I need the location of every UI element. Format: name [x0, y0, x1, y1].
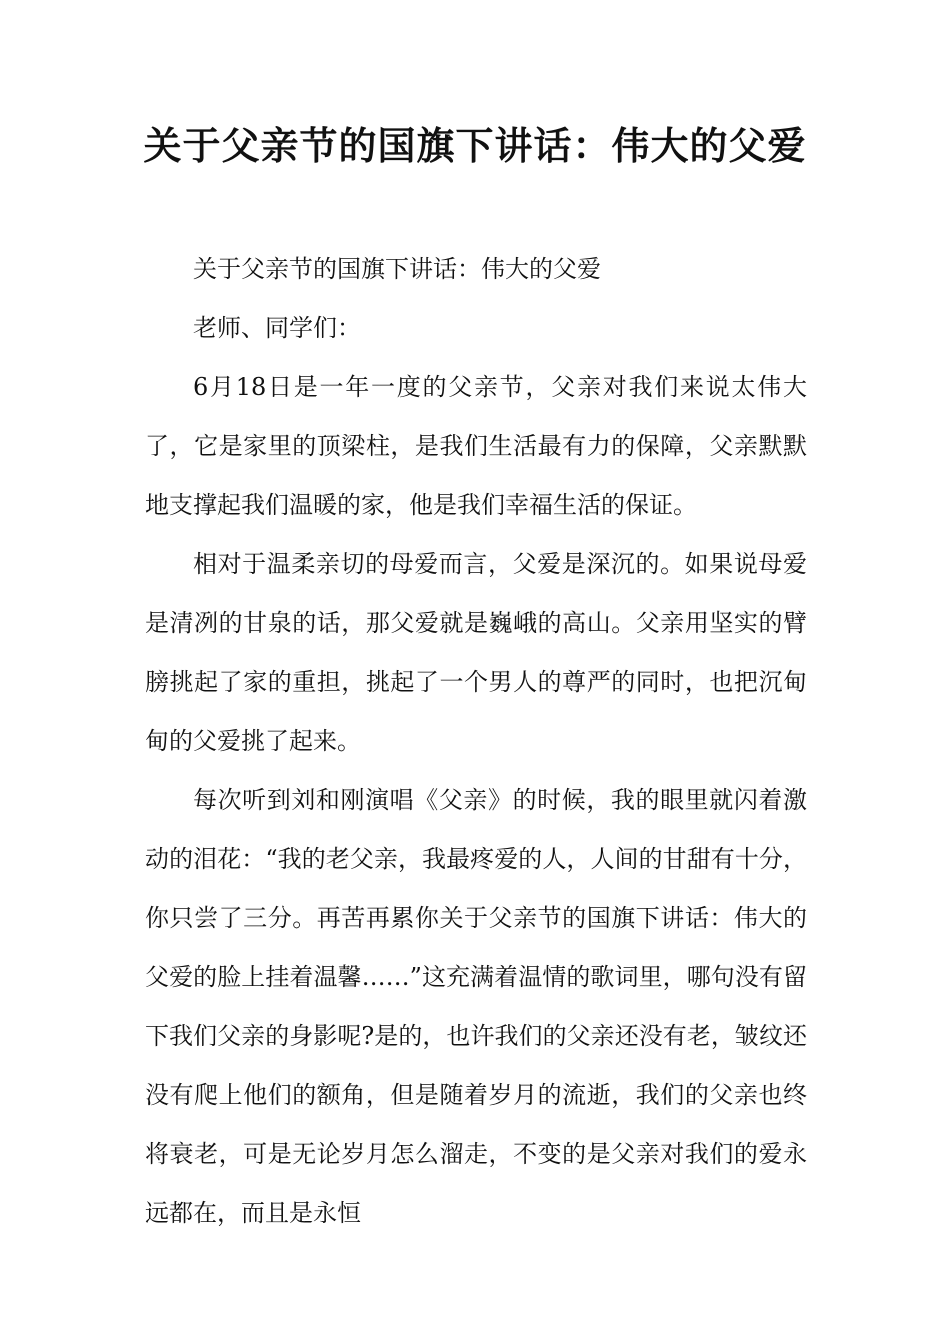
paragraph-father-love: 相对于温柔亲切的母爱而言，父爱是深沉的。如果说母爱是清冽的甘泉的话，那父爱就是巍峨的高山。父亲用坚实的臂膀挑起了家的重担，挑起了一个男人的尊严的同时，也把沉甸甸的父爱挑了起来。 — [145, 550, 807, 755]
paragraph-song: 每次听到刘和刚演唱《父亲》的时候，我的眼里就闪着激动的泪花：“我的老父亲，我最疼爱的人，人间的甘甜有十分，你只尝了三分。再苦再累你关于父亲节的国旗下讲话：伟大的父爱的脸上挂着温馨……”这充满着温情的歌词里，哪句没有留下我们父亲的身影呢?是的，也许我们的父亲还没有老，皱纹还没有爬上他们的额角，但是随着岁月的流逝，我们的父亲也终将衰老，可是无论岁月怎么溜走，不变的是父亲对我们的爱永远都在，而且是永恒 — [145, 786, 807, 1227]
document-title: 关于父亲节的国旗下讲话：伟大的父爱 — [143, 123, 807, 168]
paragraph-fathers-day: 6月18日是一年一度的父亲节，父亲对我们来说太伟大了，它是家里的顶梁柱，是我们生活最有力的保障，父亲默默地支撑起我们温暖的家，他是我们幸福生活的保证。 — [145, 373, 807, 519]
document-body — [145, 240, 807, 1243]
paragraph-salutation: 老师、同学们： — [193, 314, 361, 342]
paragraph-heading-repeat: 关于父亲节的国旗下讲话：伟大的父爱 — [193, 255, 601, 283]
